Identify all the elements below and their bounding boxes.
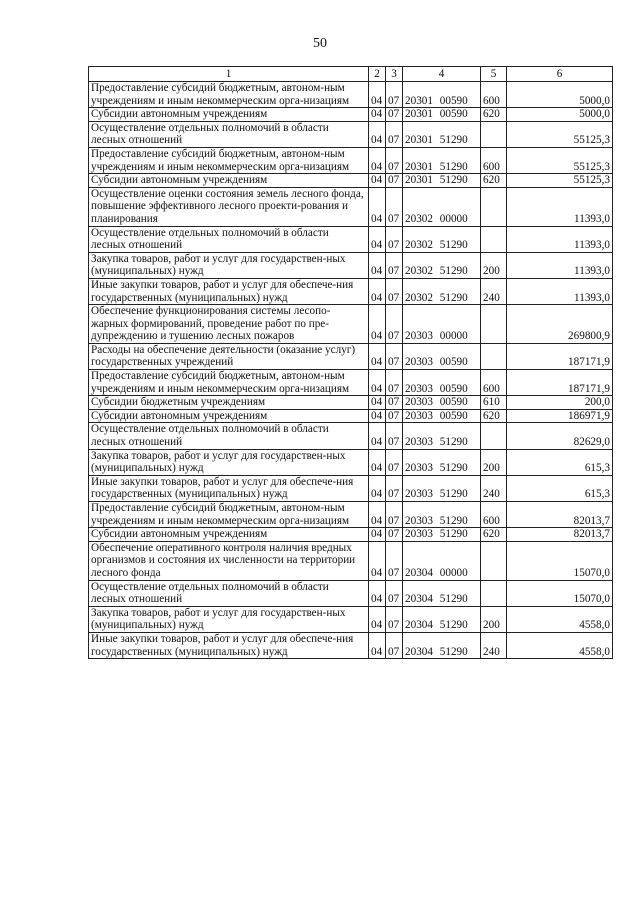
target-article-code-cell: 20301 00590 [403,108,481,122]
expenditure-name-cell: Закупка товаров, работ и услуг для государствен-ных (муниципальных) нужд [89,449,369,475]
expense-type-code-cell: 200 [481,606,507,632]
expenditure-name-cell: Обеспечение оперативного контроля наличия вредных организмов и состояния их численности на территории лесного фонда [89,541,369,580]
target-article-code-cell: 20303 00590 [403,409,481,423]
expense-type-code-cell [481,343,507,369]
target-article-code-cell: 20303 51290 [403,475,481,501]
table-row [89,121,613,147]
amount-cell: 11393,0 [507,226,613,252]
table-header-row [89,67,613,82]
amount-cell: 82013,7 [507,502,613,528]
expense-type-code-cell: 620 [481,409,507,423]
target-article-code-cell: 20301 00590 [403,82,481,108]
expense-type-code-cell: 240 [481,632,507,658]
column-header: 4 [403,67,481,82]
table-row [89,502,613,528]
section-code-cell: 04 [369,226,386,252]
target-article-code-cell: 20304 51290 [403,632,481,658]
column-header: 1 [89,67,369,82]
subsection-code-cell: 07 [386,343,403,369]
expenditure-name-cell: Субсидии автономным учреждениям [89,528,369,542]
section-code-cell: 04 [369,528,386,542]
subsection-code-cell: 07 [386,82,403,108]
expenditure-name-cell: Субсидии автономным учреждениям [89,409,369,423]
table-row [89,632,613,658]
expense-type-code-cell: 610 [481,396,507,410]
subsection-code-cell: 07 [386,580,403,606]
expenditure-name-cell: Субсидии автономным учреждениям [89,108,369,122]
section-code-cell: 04 [369,147,386,173]
amount-cell: 5000,0 [507,82,613,108]
column-header: 3 [386,67,403,82]
amount-cell: 55125,3 [507,147,613,173]
subsection-code-cell: 07 [386,606,403,632]
amount-cell: 15070,0 [507,580,613,606]
expense-type-code-cell: 200 [481,252,507,278]
amount-cell: 269800,9 [507,305,613,344]
subsection-code-cell: 07 [386,409,403,423]
expense-type-code-cell: 600 [481,82,507,108]
expenditure-name-cell: Предоставление субсидий бюджетным, автоном-ным учреждениям и иным некоммерческим орга-низациям [89,502,369,528]
amount-cell: 55125,3 [507,174,613,188]
target-article-code-cell: 20302 51290 [403,278,481,304]
subsection-code-cell: 07 [386,528,403,542]
table-row [89,606,613,632]
budget-table [88,66,613,659]
expenditure-name-cell: Предоставление субсидий бюджетным, автоном-ным учреждениям и иным некоммерческим орга-низациям [89,147,369,173]
target-article-code-cell: 20302 00000 [403,187,481,226]
expenditure-name-cell: Субсидии автономным учреждениям [89,174,369,188]
table-row [89,409,613,423]
expenditure-name-cell: Осуществление отдельных полномочий в области лесных отношений [89,226,369,252]
expenditure-name-cell: Иные закупки товаров, работ и услуг для обеспече-ния государственных (муниципальных) нужд [89,278,369,304]
expense-type-code-cell: 620 [481,108,507,122]
table-row [89,174,613,188]
amount-cell: 11393,0 [507,252,613,278]
expenditure-name-cell: Предоставление субсидий бюджетным, автоном-ным учреждениям и иным некоммерческим орга-низациям [89,82,369,108]
section-code-cell: 04 [369,121,386,147]
expenditure-name-cell: Осуществление отдельных полномочий в области лесных отношений [89,121,369,147]
amount-cell: 187171,9 [507,343,613,369]
section-code-cell: 04 [369,475,386,501]
expense-type-code-cell [481,580,507,606]
table-row [89,226,613,252]
section-code-cell: 04 [369,541,386,580]
table-row [89,475,613,501]
target-article-code-cell: 20301 51290 [403,147,481,173]
amount-cell: 15070,0 [507,541,613,580]
amount-cell: 187171,9 [507,370,613,396]
section-code-cell: 04 [369,396,386,410]
expenditure-name-cell: Осуществление отдельных полномочий в области лесных отношений [89,423,369,449]
section-code-cell: 04 [369,409,386,423]
section-code-cell: 04 [369,305,386,344]
subsection-code-cell: 07 [386,423,403,449]
table-row [89,108,613,122]
expense-type-code-cell [481,541,507,580]
subsection-code-cell: 07 [386,475,403,501]
column-header: 5 [481,67,507,82]
table-row [89,278,613,304]
expenditure-name-cell: Осуществление отдельных полномочий в области лесных отношений [89,580,369,606]
target-article-code-cell: 20303 00590 [403,343,481,369]
page-number: 50 [313,36,327,51]
target-article-code-cell: 20304 51290 [403,606,481,632]
expense-type-code-cell [481,423,507,449]
expense-type-code-cell [481,121,507,147]
table-row [89,580,613,606]
section-code-cell: 04 [369,606,386,632]
expense-type-code-cell: 600 [481,370,507,396]
section-code-cell: 04 [369,278,386,304]
expense-type-code-cell [481,226,507,252]
expense-type-code-cell: 600 [481,147,507,173]
target-article-code-cell: 20303 51290 [403,423,481,449]
target-article-code-cell: 20304 00000 [403,541,481,580]
table-row [89,343,613,369]
subsection-code-cell: 07 [386,121,403,147]
amount-cell: 186971,9 [507,409,613,423]
subsection-code-cell: 07 [386,305,403,344]
section-code-cell: 04 [369,174,386,188]
subsection-code-cell: 07 [386,449,403,475]
table-row [89,541,613,580]
section-code-cell: 04 [369,108,386,122]
target-article-code-cell: 20303 00000 [403,305,481,344]
section-code-cell: 04 [369,502,386,528]
table-row [89,82,613,108]
subsection-code-cell: 07 [386,396,403,410]
section-code-cell: 04 [369,580,386,606]
subsection-code-cell: 07 [386,108,403,122]
amount-cell: 615,3 [507,475,613,501]
section-code-cell: 04 [369,187,386,226]
subsection-code-cell: 07 [386,541,403,580]
expense-type-code-cell: 240 [481,475,507,501]
amount-cell: 5000,0 [507,108,613,122]
target-article-code-cell: 20303 51290 [403,528,481,542]
table-row [89,187,613,226]
expense-type-code-cell [481,305,507,344]
column-header: 6 [507,67,613,82]
target-article-code-cell: 20302 51290 [403,226,481,252]
expenditure-name-cell: Обеспечение функционирования системы лесопо-жарных формирований, проведение работ по пре-дупреждению и тушению лесных пожаров [89,305,369,344]
amount-cell: 4558,0 [507,632,613,658]
expense-type-code-cell: 240 [481,278,507,304]
expenditure-name-cell: Осуществление оценки состояния земель лесного фонда, повышение эффективного лесного проекти-рования и планирования [89,187,369,226]
section-code-cell: 04 [369,449,386,475]
expense-type-code-cell [481,187,507,226]
expenditure-name-cell: Иные закупки товаров, работ и услуг для обеспече-ния государственных (муниципальных) нужд [89,475,369,501]
amount-cell: 615,3 [507,449,613,475]
target-article-code-cell: 20302 51290 [403,252,481,278]
amount-cell: 82629,0 [507,423,613,449]
subsection-code-cell: 07 [386,370,403,396]
target-article-code-cell: 20303 51290 [403,449,481,475]
section-code-cell: 04 [369,82,386,108]
target-article-code-cell: 20301 51290 [403,174,481,188]
section-code-cell: 04 [369,252,386,278]
subsection-code-cell: 07 [386,174,403,188]
expense-type-code-cell: 600 [481,502,507,528]
section-code-cell: 04 [369,370,386,396]
subsection-code-cell: 07 [386,147,403,173]
target-article-code-cell: 20304 51290 [403,580,481,606]
section-code-cell: 04 [369,343,386,369]
section-code-cell: 04 [369,632,386,658]
amount-cell: 4558,0 [507,606,613,632]
target-article-code-cell: 20301 51290 [403,121,481,147]
expense-type-code-cell: 620 [481,528,507,542]
subsection-code-cell: 07 [386,252,403,278]
subsection-code-cell: 07 [386,226,403,252]
table-row [89,396,613,410]
amount-cell: 55125,3 [507,121,613,147]
table-row [89,423,613,449]
expenditure-name-cell: Закупка товаров, работ и услуг для государствен-ных (муниципальных) нужд [89,606,369,632]
expenditure-name-cell: Предоставление субсидий бюджетным, автоном-ным учреждениям и иным некоммерческим орга-низациям [89,370,369,396]
expenditure-name-cell: Закупка товаров, работ и услуг для государствен-ных (муниципальных) нужд [89,252,369,278]
target-article-code-cell: 20303 51290 [403,502,481,528]
subsection-code-cell: 07 [386,278,403,304]
expense-type-code-cell: 620 [481,174,507,188]
table-row [89,252,613,278]
expenditure-name-cell: Иные закупки товаров, работ и услуг для обеспече-ния государственных (муниципальных) нужд [89,632,369,658]
amount-cell: 200,0 [507,396,613,410]
amount-cell: 11393,0 [507,278,613,304]
expense-type-code-cell: 200 [481,449,507,475]
column-header: 2 [369,67,386,82]
table-row [89,449,613,475]
section-code-cell: 04 [369,423,386,449]
amount-cell: 82013,7 [507,528,613,542]
table-row [89,147,613,173]
subsection-code-cell: 07 [386,187,403,226]
target-article-code-cell: 20303 00590 [403,370,481,396]
target-article-code-cell: 20303 00590 [403,396,481,410]
table-row [89,370,613,396]
table-row [89,305,613,344]
subsection-code-cell: 07 [386,632,403,658]
subsection-code-cell: 07 [386,502,403,528]
table-row [89,528,613,542]
amount-cell: 11393,0 [507,187,613,226]
expenditure-name-cell: Расходы на обеспечение деятельности (оказание услуг) государственных учреждений [89,343,369,369]
expenditure-name-cell: Субсидии бюджетным учреждениям [89,396,369,410]
